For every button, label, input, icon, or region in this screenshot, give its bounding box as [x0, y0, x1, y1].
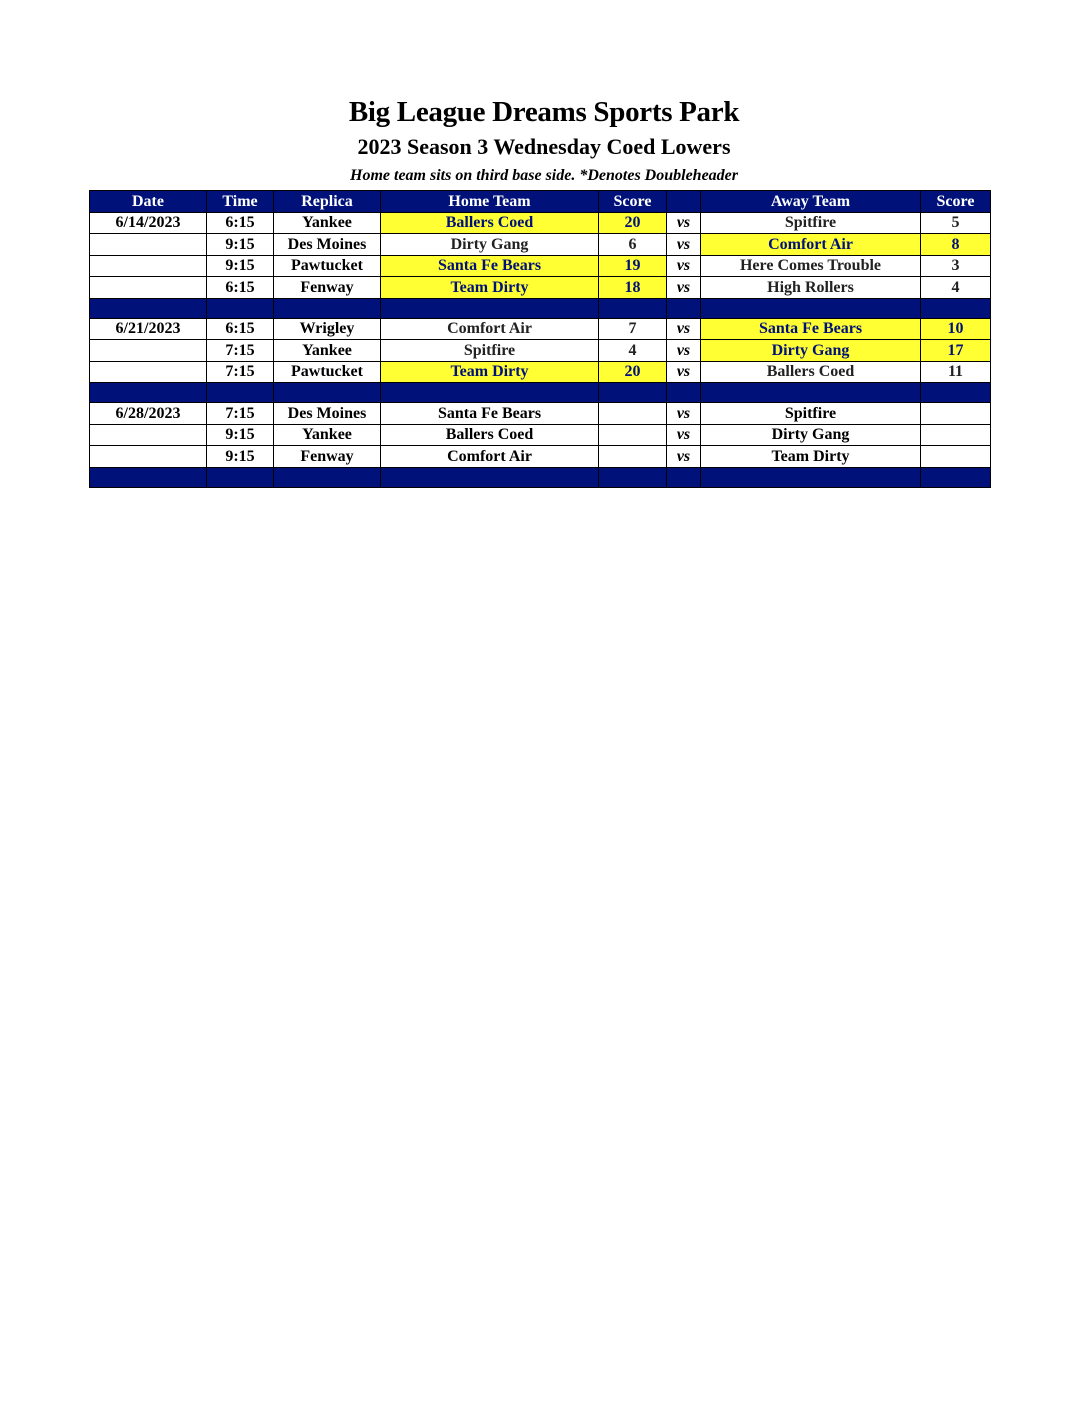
table-row [90, 277, 991, 299]
cell-home-score: 6 [599, 234, 667, 256]
cell-replica: Des Moines [274, 234, 381, 256]
cell-away-team: High Rollers [701, 277, 921, 299]
column-header-away-score: Score [921, 191, 991, 213]
cell-replica: Pawtucket [274, 361, 381, 383]
table-row [90, 361, 991, 383]
cell-home-score: 20 [599, 212, 667, 234]
table-row [90, 403, 991, 425]
cell-date: 6/21/2023 [90, 318, 207, 340]
cell-away-score: 17 [921, 340, 991, 362]
cell-time: 7:15 [207, 340, 274, 362]
cell-away-team: Spitfire [701, 403, 921, 425]
cell-date [90, 361, 207, 383]
cell-date: 6/14/2023 [90, 212, 207, 234]
cell-replica: Yankee [274, 212, 381, 234]
cell-away-score [921, 446, 991, 468]
cell-date [90, 340, 207, 362]
cell-away-score: 5 [921, 212, 991, 234]
schedule-note: Home team sits on third base side. *Denotes Doubleheader [350, 167, 738, 184]
cell-replica: Des Moines [274, 403, 381, 425]
cell-home-team: Ballers Coed [381, 424, 599, 446]
cell-time: 9:15 [207, 255, 274, 277]
column-header-vs [667, 191, 701, 213]
cell-away-score: 11 [921, 361, 991, 383]
cell-home-score: 4 [599, 340, 667, 362]
cell-vs: vs [667, 277, 701, 299]
schedule-table [89, 190, 991, 488]
cell-time: 6:15 [207, 277, 274, 299]
cell-away-score: 10 [921, 318, 991, 340]
cell-time: 7:15 [207, 361, 274, 383]
table-row [90, 424, 991, 446]
column-header-date: Date [90, 191, 207, 213]
table-row [90, 234, 991, 256]
table-row [90, 340, 991, 362]
cell-home-team: Santa Fe Bears [381, 403, 599, 425]
column-header-replica: Replica [274, 191, 381, 213]
cell-away-score [921, 424, 991, 446]
cell-time: 9:15 [207, 234, 274, 256]
cell-vs: vs [667, 234, 701, 256]
cell-date [90, 424, 207, 446]
cell-date: 6/28/2023 [90, 403, 207, 425]
column-header-home-team: Home Team [381, 191, 599, 213]
cell-time: 9:15 [207, 446, 274, 468]
column-header-time: Time [207, 191, 274, 213]
table-row [90, 255, 991, 277]
cell-date [90, 234, 207, 256]
cell-home-team: Dirty Gang [381, 234, 599, 256]
page-title: Big League Dreams Sports Park [348, 96, 740, 128]
cell-away-team: Ballers Coed [701, 361, 921, 383]
cell-vs: vs [667, 255, 701, 277]
table-row [90, 212, 991, 234]
cell-home-team: Comfort Air [381, 318, 599, 340]
cell-replica: Wrigley [274, 318, 381, 340]
cell-home-score: 7 [599, 318, 667, 340]
table-header-row [90, 191, 991, 213]
week-separator-row [90, 298, 991, 318]
cell-vs: vs [667, 212, 701, 234]
cell-away-score [921, 403, 991, 425]
cell-home-team: Team Dirty [381, 361, 599, 383]
cell-vs: vs [667, 361, 701, 383]
cell-home-score: 19 [599, 255, 667, 277]
cell-home-score [599, 446, 667, 468]
cell-home-team: Team Dirty [381, 277, 599, 299]
cell-vs: vs [667, 424, 701, 446]
page-subtitle: 2023 Season 3 Wednesday Coed Lowers [357, 134, 731, 159]
table-row [90, 446, 991, 468]
cell-replica: Fenway [274, 446, 381, 468]
cell-date [90, 446, 207, 468]
cell-away-team: Dirty Gang [701, 340, 921, 362]
cell-vs: vs [667, 340, 701, 362]
cell-home-score: 20 [599, 361, 667, 383]
cell-home-score: 18 [599, 277, 667, 299]
cell-away-team: Santa Fe Bears [701, 318, 921, 340]
cell-home-team: Spitfire [381, 340, 599, 362]
cell-replica: Fenway [274, 277, 381, 299]
cell-time: 7:15 [207, 403, 274, 425]
cell-time: 9:15 [207, 424, 274, 446]
cell-away-team: Here Comes Trouble [701, 255, 921, 277]
cell-away-team: Comfort Air [701, 234, 921, 256]
cell-home-team: Ballers Coed [381, 212, 599, 234]
week-separator-row [90, 383, 991, 403]
cell-home-team: Comfort Air [381, 446, 599, 468]
week-separator-row [90, 467, 991, 487]
cell-away-score: 3 [921, 255, 991, 277]
cell-time: 6:15 [207, 212, 274, 234]
cell-replica: Pawtucket [274, 255, 381, 277]
cell-vs: vs [667, 403, 701, 425]
table-row [90, 318, 991, 340]
cell-away-team: Team Dirty [701, 446, 921, 468]
cell-away-score: 4 [921, 277, 991, 299]
cell-replica: Yankee [274, 340, 381, 362]
cell-date [90, 255, 207, 277]
cell-vs: vs [667, 318, 701, 340]
column-header-away-team: Away Team [701, 191, 921, 213]
cell-away-team: Spitfire [701, 212, 921, 234]
cell-home-score [599, 403, 667, 425]
cell-replica: Yankee [274, 424, 381, 446]
cell-time: 6:15 [207, 318, 274, 340]
cell-away-team: Dirty Gang [701, 424, 921, 446]
cell-date [90, 277, 207, 299]
cell-away-score: 8 [921, 234, 991, 256]
cell-vs: vs [667, 446, 701, 468]
cell-home-score [599, 424, 667, 446]
cell-home-team: Santa Fe Bears [381, 255, 599, 277]
column-header-home-score: Score [599, 191, 667, 213]
